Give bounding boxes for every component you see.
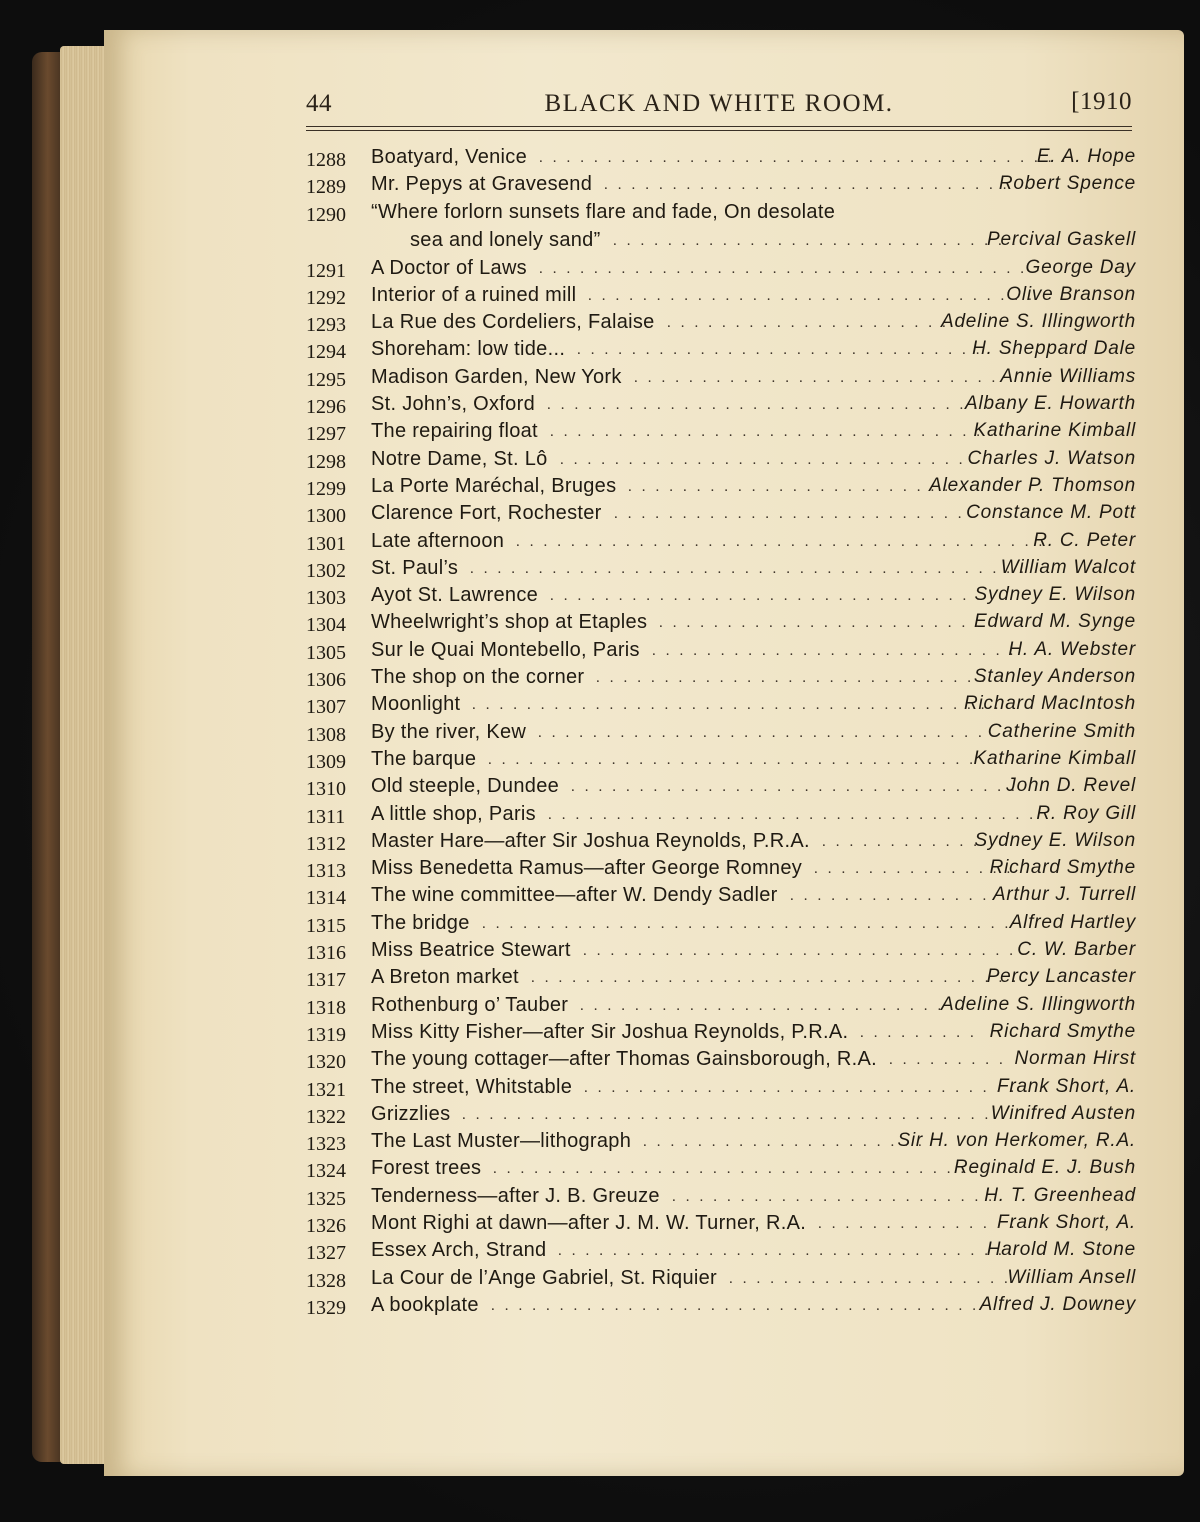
catalogue-entry	[306, 693, 1136, 720]
entry-number: 1309	[306, 750, 346, 773]
entry-number: 1326	[306, 1214, 346, 1237]
entry-title: Moonlight	[371, 693, 461, 716]
dot-leader: .........	[860, 1024, 984, 1041]
entry-artist: Frank Short, A.	[996, 1211, 1136, 1233]
dot-leader: .......................................	[462, 1106, 999, 1123]
entry-number: 1306	[306, 669, 346, 692]
entry-title: Grizzlies	[371, 1102, 451, 1125]
catalogue-entry	[306, 1294, 1136, 1321]
catalogue-entry	[306, 912, 1136, 939]
entry-number: 1324	[306, 1160, 346, 1183]
entry-number: 1312	[306, 832, 346, 855]
entry-number: 1292	[306, 286, 346, 309]
dot-leader: .......................................	[539, 150, 1076, 166]
entry-number: 1305	[306, 641, 346, 664]
entry-artist: R. Roy Gill	[1036, 802, 1136, 824]
entry-number: 1302	[306, 559, 346, 582]
entry-artist: H. Sheppard Dale	[972, 338, 1136, 360]
entry-title: Tenderness—after J. B. Greuze	[371, 1184, 660, 1207]
entry-artist: Arthur J. Turrell	[992, 884, 1136, 906]
dot-leader: .................................	[571, 779, 1025, 796]
entry-number: 1297	[306, 423, 346, 446]
catalogue-entry	[306, 557, 1136, 584]
catalogue-entry	[306, 257, 1136, 284]
dot-leader: ........................	[659, 615, 989, 632]
catalogue-entry	[306, 502, 1136, 529]
entry-title: Miss Beatrice Stewart	[371, 939, 571, 962]
entry-title: Notre Dame, St. Lô	[371, 447, 548, 470]
entry-title: Miss Benedetta Ramus—after George Romney	[371, 857, 803, 880]
catalogue-entry	[306, 1239, 1136, 1266]
entry-artist: Winifred Austen	[990, 1102, 1136, 1124]
entry-artist: Frank Short, A.	[996, 1075, 1136, 1097]
entry-title: Mr. Pepys at Gravesend	[371, 173, 593, 196]
dot-leader: ...........................	[580, 997, 952, 1014]
entry-number: 1323	[306, 1133, 346, 1156]
entry-number: 1328	[306, 1269, 346, 1292]
dot-leader: ...........................	[614, 506, 986, 523]
page-title: BLACK AND WHITE ROOM.	[544, 90, 894, 117]
entry-artist: R. C. Peter	[1033, 529, 1136, 551]
dot-leader: .................................	[538, 724, 992, 741]
catalogue-entry	[306, 1103, 1136, 1130]
dot-leader: ..............................	[596, 670, 1009, 687]
entry-number: 1320	[306, 1051, 346, 1074]
dot-leader: ..........................................	[470, 560, 1048, 577]
catalogue-entry	[306, 311, 1136, 338]
entry-artist: Robert Spence	[998, 173, 1136, 195]
catalogue-entry	[306, 420, 1136, 447]
catalogue-entry	[306, 1048, 1136, 1075]
dot-leader: .........	[889, 1052, 1013, 1069]
entry-title: Miss Kitty Fisher—after Sir Joshua Reynolds, P.R.A.	[371, 1020, 849, 1043]
page-stack-edge	[60, 46, 110, 1464]
entry-title: Shoreham: low tide...	[371, 338, 566, 361]
entry-number: 1310	[306, 778, 346, 801]
dot-leader: .......................................	[472, 697, 1009, 714]
dot-leader: ...............	[814, 861, 1021, 878]
entry-number: 1329	[306, 1296, 346, 1319]
entry-artist: Alfred J. Downey	[979, 1293, 1136, 1315]
dot-leader: ...............	[818, 1215, 1025, 1232]
catalogue-entry	[306, 1157, 1136, 1184]
dot-leader: .................................	[550, 588, 1004, 605]
catalogue-entry	[306, 284, 1136, 311]
entry-title: The street, Whitstable	[371, 1075, 573, 1098]
catalogue-entry	[306, 1076, 1136, 1103]
header-rule	[306, 126, 1132, 127]
entry-number: 1314	[306, 887, 346, 910]
entry-number: 1313	[306, 860, 346, 883]
entry-title: The barque	[371, 747, 477, 770]
dot-leader: ............	[822, 833, 987, 850]
entry-number: 1290	[306, 203, 346, 226]
catalogue-entry	[306, 366, 1136, 393]
entry-title: The young cottager—after Thomas Gainsborough, R.A.	[371, 1048, 878, 1071]
entry-artist: Reginald E. J. Bush	[953, 1157, 1136, 1179]
dot-leader: ...............	[790, 888, 997, 905]
catalogue-list	[306, 146, 1136, 1321]
entry-artist: Edward M. Synge	[974, 611, 1136, 633]
entry-number: 1321	[306, 1078, 346, 1101]
entry-title: A Breton market	[371, 966, 519, 989]
dot-leader: .................................	[558, 1243, 1012, 1260]
entry-number: 1303	[306, 587, 346, 610]
catalogue-entry	[306, 1021, 1136, 1048]
catalogue-entry	[306, 666, 1136, 693]
catalogue-entry	[306, 611, 1136, 638]
catalogue-entry	[306, 530, 1136, 557]
entry-number: 1291	[306, 259, 346, 282]
entry-artist: Olive Branson	[1006, 283, 1136, 305]
entry-title: The wine committee—after W. Dendy Sadler	[371, 884, 778, 907]
entry-title: Madison Garden, New York	[371, 365, 622, 388]
catalogue-entry	[306, 884, 1136, 911]
dot-leader: .......................................	[516, 533, 1053, 550]
entry-number: 1307	[306, 696, 346, 719]
entry-number: 1315	[306, 914, 346, 937]
entry-artist: Norman Hirst	[1014, 1048, 1136, 1070]
entry-artist: Sydney E. Wilson	[974, 584, 1136, 606]
entry-title: The repairing float	[371, 420, 538, 443]
dot-leader: .................................	[583, 943, 1037, 960]
catalogue-entry	[306, 1130, 1136, 1157]
dot-leader: ..............................	[560, 451, 973, 468]
entry-number: 1318	[306, 996, 346, 1019]
entry-artist: H. A. Webster	[1008, 638, 1136, 660]
entry-artist: H. T. Greenhead	[984, 1184, 1136, 1206]
entry-title: Rothenburg o’ Tauber	[371, 993, 569, 1016]
dot-leader: ..............................	[613, 232, 1026, 249]
entry-title: La Porte Maréchal, Bruges	[371, 474, 617, 497]
dot-leader: .....................	[729, 1270, 1018, 1287]
entry-title: Master Hare—after Sir Joshua Reynolds, P.R.A.	[371, 829, 810, 852]
dot-leader: .................................	[588, 287, 1042, 304]
entry-number: 1308	[306, 723, 346, 746]
catalogue-entry	[306, 966, 1136, 993]
entry-title: A Doctor of Laws	[371, 256, 527, 279]
dot-leader: ....................................	[488, 751, 983, 768]
entry-number: 1299	[306, 477, 346, 500]
entry-artist: Albany E. Howarth	[965, 393, 1136, 415]
entry-artist: C. W. Barber	[1017, 939, 1136, 961]
entry-title: Essex Arch, Strand	[371, 1239, 547, 1262]
dot-leader: ....................................	[548, 806, 1043, 823]
catalogue-entry	[306, 857, 1136, 884]
catalogue-entry	[306, 775, 1136, 802]
page-header	[306, 86, 1132, 126]
entry-artist: Harold M. Stone	[986, 1239, 1136, 1261]
entry-artist: William Ansell	[1007, 1266, 1136, 1288]
catalogue-entry	[306, 639, 1136, 666]
entry-title: Sur le Quai Montebello, Paris	[371, 638, 640, 661]
dot-leader: ..............................	[577, 342, 990, 359]
page-year: [1910	[1071, 88, 1132, 115]
catalogue-entry	[306, 1267, 1136, 1294]
dot-leader: ...........................	[634, 369, 1006, 386]
dot-leader: ........................	[672, 1188, 1002, 1205]
entry-title: Forest trees	[371, 1157, 482, 1180]
entry-artist: Alexander P. Thomson	[929, 474, 1136, 496]
entry-number: 1293	[306, 314, 346, 337]
entry-artist: Stanley Anderson	[973, 666, 1136, 688]
dot-leader: ........................	[628, 478, 958, 495]
catalogue-entry	[306, 448, 1136, 475]
entry-artist: Adeline S. Illingworth	[940, 993, 1136, 1015]
entry-title: A little shop, Paris	[371, 802, 536, 825]
entry-number: 1295	[306, 368, 346, 391]
entry-artist: Richard MacIntosh	[963, 693, 1136, 715]
entry-number: 1311	[306, 805, 346, 828]
entry-artist: Charles J. Watson	[967, 447, 1136, 469]
entry-number: 1294	[306, 341, 346, 364]
entry-number: 1322	[306, 1105, 346, 1128]
entry-artist: E. A. Hope	[1036, 146, 1136, 167]
catalogue-entry	[306, 146, 1136, 173]
catalogue-entry	[306, 173, 1136, 200]
entry-number: 1289	[306, 176, 346, 199]
entry-title: St. Paul’s	[371, 556, 459, 579]
entry-title: The shop on the corner	[371, 666, 585, 689]
entry-artist: Constance M. Pott	[966, 502, 1136, 524]
catalogue-entry	[306, 338, 1136, 365]
entry-artist: Richard Smythe	[989, 1020, 1136, 1042]
entry-artist: William Walcot	[1000, 556, 1136, 578]
entry-number: 1317	[306, 969, 346, 992]
entry-number: 1304	[306, 614, 346, 637]
catalogue-entry	[306, 803, 1136, 830]
entry-artist: Katharine Kimball	[973, 420, 1136, 442]
catalogue-entry	[306, 748, 1136, 775]
dot-leader: ....................................	[531, 970, 1026, 987]
entry-title: Old steeple, Dundee	[371, 775, 560, 798]
catalogue-entry	[306, 1185, 1136, 1212]
entry-title: By the river, Kew	[371, 720, 527, 743]
catalogue-entry	[306, 475, 1136, 502]
entry-artist: Katharine Kimball	[973, 747, 1136, 769]
dot-leader: ....................................	[493, 1161, 988, 1178]
catalogue-entry	[306, 830, 1136, 857]
entry-artist: Catherine Smith	[987, 720, 1136, 742]
dot-leader: .....................	[667, 315, 956, 332]
entry-title: “Where forlorn sunsets flare and fade, On desolate	[371, 200, 836, 223]
entry-title: Boatyard, Venice	[371, 146, 528, 168]
entry-title: Ayot St. Lawrence	[371, 584, 539, 607]
entry-artist: Annie Williams	[1000, 365, 1136, 387]
entry-artist: Sydney E. Wilson	[974, 829, 1136, 851]
entry-title: Interior of a ruined mill	[371, 283, 577, 306]
dot-leader: ....................................	[539, 260, 1034, 277]
dot-leader: ....................................	[491, 1297, 986, 1314]
entry-artist: Percival Gaskell	[986, 228, 1136, 250]
page-number: 44	[306, 90, 332, 117]
entry-title: St. John’s, Oxford	[371, 393, 535, 416]
catalogue-entry	[306, 721, 1136, 748]
catalogue-entry	[306, 939, 1136, 966]
entry-title: The Last Muster—lithograph	[371, 1130, 632, 1153]
entry-number: 1325	[306, 1187, 346, 1210]
dot-leader: .......................................	[482, 915, 1019, 932]
entry-artist: Adeline S. Illingworth	[940, 311, 1136, 333]
entry-number: 1319	[306, 1023, 346, 1046]
dot-leader: ..............................	[604, 177, 1017, 194]
entry-artist: Richard Smythe	[989, 857, 1136, 879]
entry-title: Mont Righi at dawn—after J. M. W. Turner, R.A.	[371, 1211, 807, 1234]
entry-title: La Rue des Cordeliers, Falaise	[371, 311, 655, 334]
entry-number: 1298	[306, 450, 346, 473]
catalogue-entry	[306, 584, 1136, 611]
entry-title: Wheelwright’s shop at Etaples	[371, 611, 648, 634]
entry-title: La Cour de l’Ange Gabriel, St. Riquier	[371, 1266, 718, 1289]
entry-title: The bridge	[371, 911, 470, 934]
dot-leader: .................................	[584, 1079, 1038, 1096]
header-rule-thin	[306, 130, 1132, 131]
catalogue-entry	[306, 994, 1136, 1021]
entry-title-continued: sea and lonely sand”	[410, 228, 601, 251]
dot-leader: ...........................	[652, 642, 1024, 659]
dot-leader: .................................	[547, 397, 1001, 414]
entry-number: 1288	[306, 149, 346, 171]
entry-number: 1316	[306, 942, 346, 965]
dot-leader: .................................	[550, 424, 1004, 441]
entry-number: 1300	[306, 505, 346, 528]
entry-artist: Percy Lancaster	[986, 966, 1136, 988]
entry-artist: George Day	[1025, 256, 1136, 278]
dot-leader: .....................	[643, 1134, 932, 1151]
entry-artist: Sir H. von Herkomer, R.A.	[897, 1130, 1136, 1152]
catalogue-entry	[306, 201, 1136, 257]
entry-title: A bookplate	[371, 1293, 479, 1316]
entry-number: 1301	[306, 532, 346, 555]
entry-artist: John D. Revel	[1006, 775, 1136, 797]
entry-title: Late afternoon	[371, 529, 505, 552]
catalogue-entry	[306, 393, 1136, 420]
entry-number: 1296	[306, 396, 346, 419]
entry-title: Clarence Fort, Rochester	[371, 502, 602, 525]
entry-number: 1327	[306, 1242, 346, 1265]
catalogue-entry	[306, 1212, 1136, 1239]
entry-artist: Alfred Hartley	[1009, 911, 1136, 933]
